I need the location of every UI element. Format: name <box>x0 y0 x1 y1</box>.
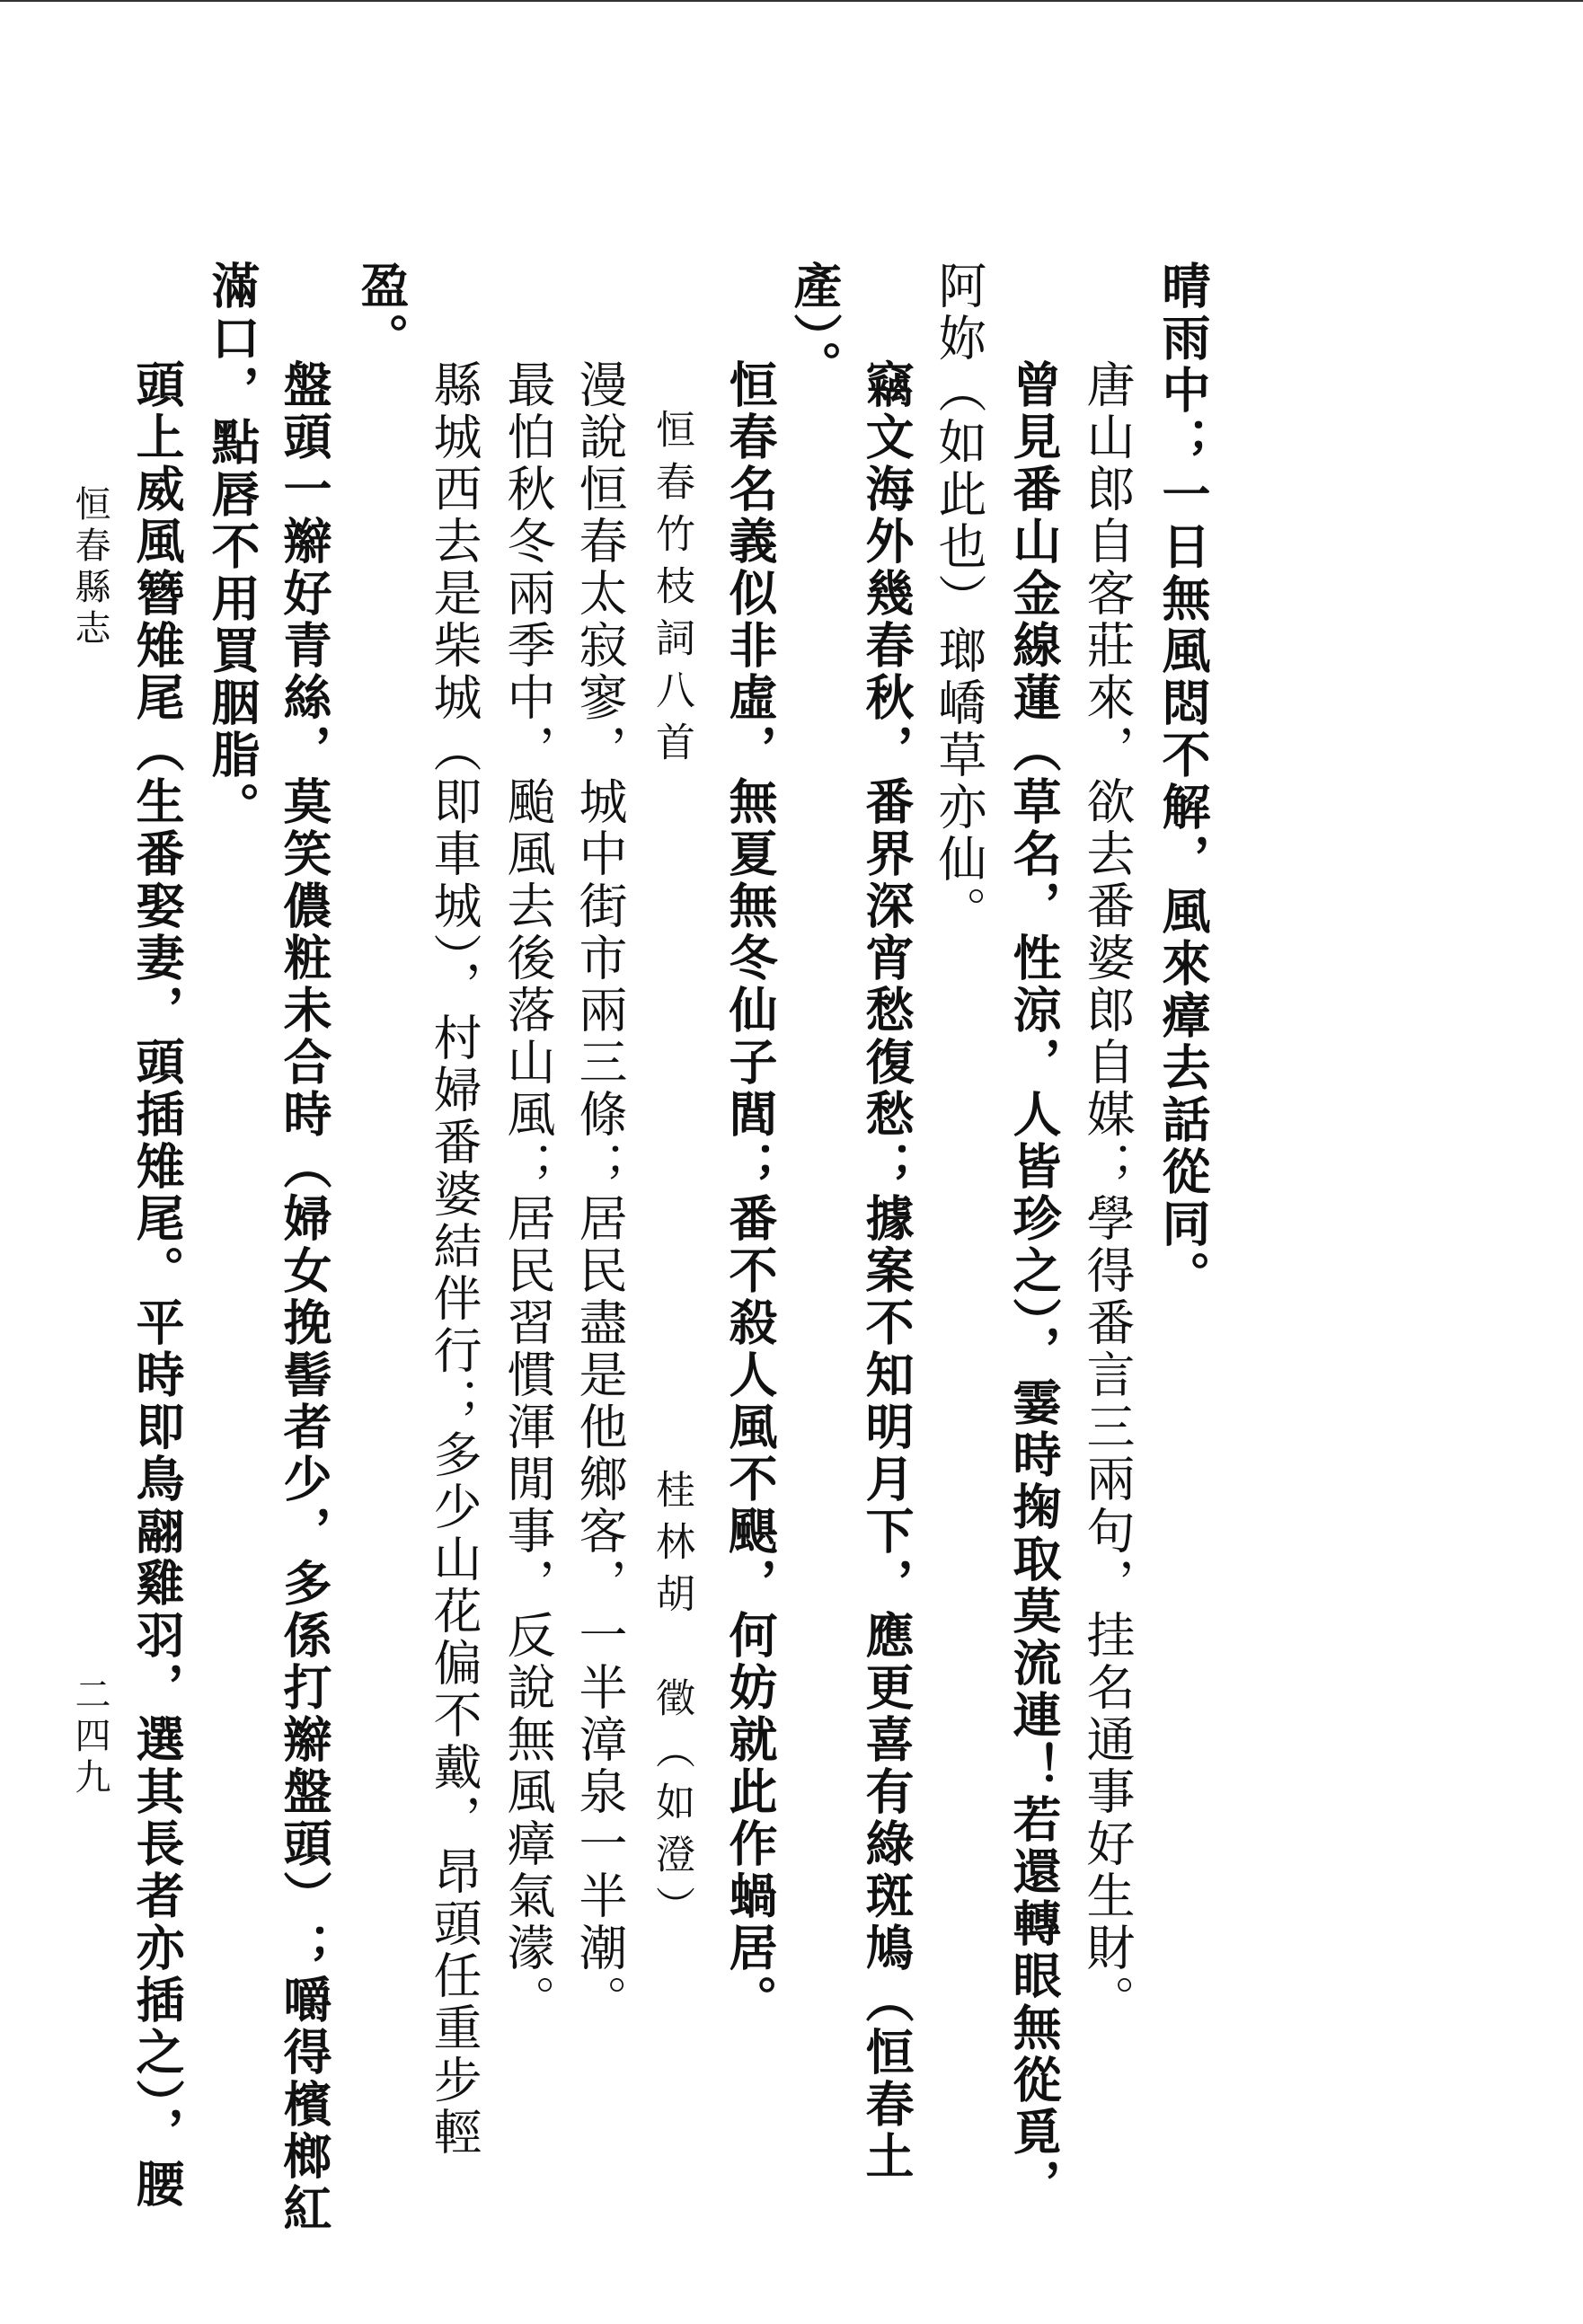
poem-line: 唐山郎自客莊來，欲去番婆郎自媒；學得番言三兩句，挂名通事好生財。 <box>1079 359 1136 2027</box>
poem-line: 竊文海外幾春秋，番界深宵愁復愁；據案不知明月下，應更喜有綠斑鳩（恒春土 <box>858 359 915 2183</box>
poem-line: 漫說恒春太寂寥，城中街市兩三條；居民盡是他鄉客，一半漳泉一半潮。 <box>571 359 628 2027</box>
poem-line: 最怕秋冬兩季中，颱風去後落山風；居民習慣渾閒事，反說無風瘴氣濛。 <box>500 359 556 2027</box>
section-title: 恒春竹枝詞八首 <box>649 409 694 773</box>
poem-line: 滿口，點唇不用買胭脂。 <box>204 261 261 834</box>
poem-line: 盈。 <box>353 261 411 365</box>
poem-line: 頭上威風簪雉尾（生番娶妻，頭插雉尾。平時即鳥翮雞羽，選其長者亦插之），腰 <box>128 359 186 2211</box>
poem-line: 縣城西去是柴城（即車城），村婦番婆結伴行；多少山花偏不戴，昂頭任重步輕 <box>426 359 482 2159</box>
poem-line: 產）。 <box>786 261 844 393</box>
author-line: 桂林胡 徵（如澄） <box>649 1469 694 1938</box>
poem-line: 晴雨中；一日無風悶不解，風來瘴去話從同。 <box>1154 261 1212 1303</box>
book-title: 恒春縣志 <box>69 485 111 650</box>
poem-line: 恒春名義似非虛，無夏無冬仙子閭；番不殺人風不颶，何妨就此作蝸居。 <box>721 359 779 2027</box>
poem-line: 曾見番山金線蓮（草名，性涼，人皆珍之），霎時掬取莫流連！若還轉眼無從覓， <box>1005 359 1063 2211</box>
poem-line: 阿妳（如此也）瑯嶠草亦仙。 <box>931 261 987 938</box>
poem-line: 盤頭一辮好青絲，莫笑儂粧未合時（婦女挽髻者少，多係打辮盤頭）；嚼得檳榔紅 <box>276 359 333 2235</box>
page-number: 二四九 <box>69 1675 111 1799</box>
top-rule <box>0 0 1583 2</box>
